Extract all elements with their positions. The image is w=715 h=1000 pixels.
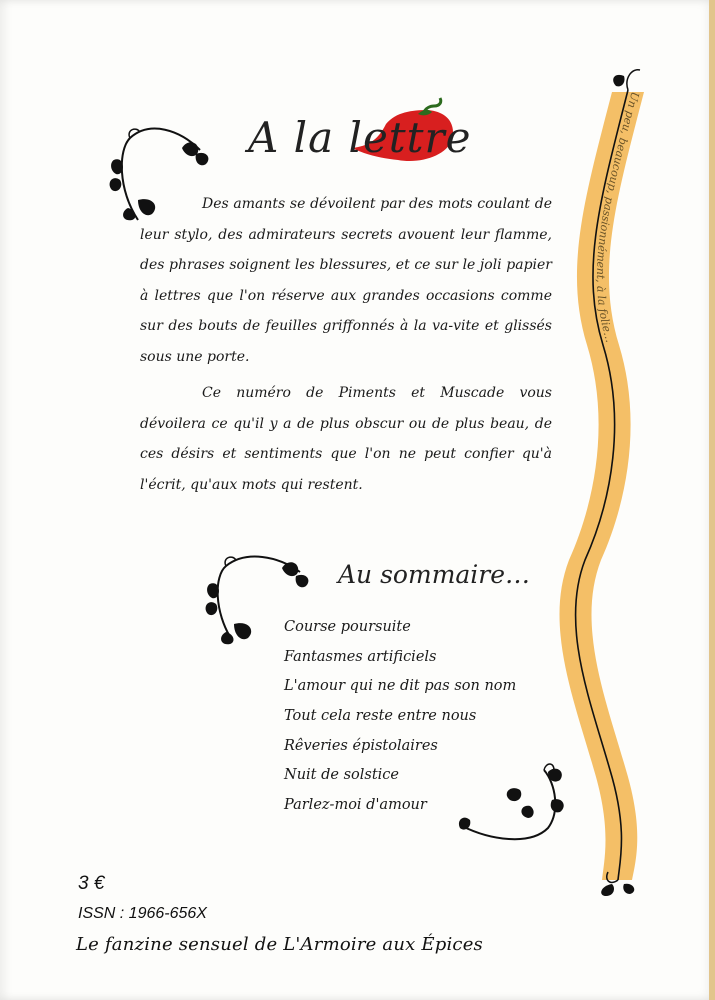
toc-item: Parlez-moi d'amour [284,797,427,814]
price-label: 3 € [78,873,105,894]
ribbon-phrase: Un peu, beaucoup, passionnément, à la folie… [593,90,642,344]
toc-item: Rêveries épistolaires [284,737,438,754]
toc-item: L'amour qui ne dit pas son nom [284,678,517,695]
intro-paragraph: Ce numéro de Piments et Muscade vous dévoilera ce qu'il y a de plus obscur ou de plus beau, de ces désirs et sentiments que l'on ne peut confier qu'à l'écrit, qu'aux mots qui restent. [140,385,552,493]
ribbon [559,70,644,896]
table-of-contents [284,613,516,821]
toc-item: Nuit de solstice [284,767,399,784]
toc-title: Au sommaire… [338,560,531,589]
intro-paragraph: Des amants se dévoilent par des mots coulant de leur stylo, des admirateurs secrets avouent leur flamme, des phrases soignent les blessures, et ce sur le joli papier à lettres que l'on réserve aux grandes occasions comme sur des bouts de feuilles griffonnés à la va-vite et glissés sous une porte. [140,196,552,365]
toc-item: Course poursuite [284,619,411,635]
issn-label: ISSN : 1966-656X [78,905,207,922]
toc-item: Tout cela reste entre nous [284,708,477,725]
tagline: Le fanzine sensuel de L'Armoire aux Épices [76,934,483,955]
toc-item: Fantasmes artificiels [284,648,437,665]
intro-text [140,189,552,500]
page-title: A la lettre [248,113,472,162]
